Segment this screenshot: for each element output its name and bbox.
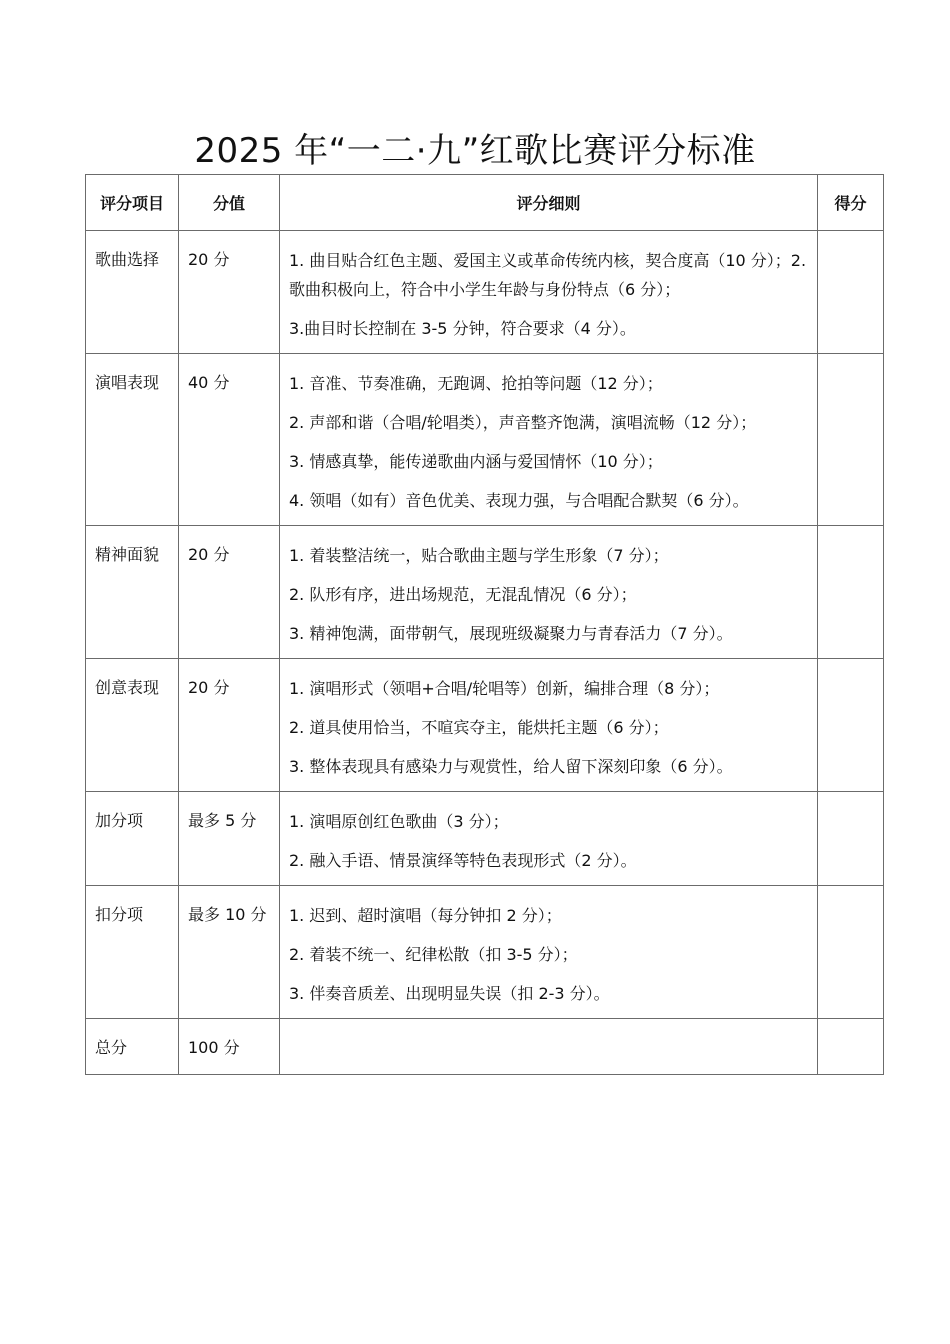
score-value: 20 分	[188, 545, 230, 564]
score-value: 40 分	[188, 373, 230, 392]
table-row	[86, 792, 884, 886]
header-item: 评分项目	[86, 175, 179, 231]
rule-item: 3. 情感真挚，能传递歌曲内涵与爱国情怀（10 分）；	[289, 452, 663, 471]
rule-item: 2. 道具使用恰当，不喧宾夺主，能烘托主题（6 分）；	[289, 718, 669, 737]
page-title: 2025 年“一二·九”红歌比赛评分标准	[194, 131, 756, 171]
total-score-cell	[179, 1019, 280, 1075]
rules-cell	[280, 354, 818, 526]
table-row	[86, 231, 884, 354]
score-cell	[179, 792, 280, 886]
header-points: 得分	[818, 175, 884, 231]
item-cell	[86, 792, 179, 886]
rule-item: 1. 音准、节奏准确，无跑调、抢拍等问题（12 分）；	[289, 374, 663, 393]
rule-item: 3. 精神饱满，面带朝气，展现班级凝聚力与青春活力（7 分）。	[289, 624, 733, 643]
table-header-row	[86, 175, 884, 231]
item-label: 演唱表现	[95, 373, 160, 392]
total-row	[86, 1019, 884, 1075]
score-value: 最多 5 分	[188, 811, 257, 830]
total-points-cell[interactable]	[818, 1019, 884, 1075]
total-score: 100 分	[188, 1038, 240, 1057]
table-row	[86, 526, 884, 659]
rule-item: 2. 队形有序，进出场规范，无混乱情况（6 分）；	[289, 585, 637, 604]
score-value: 20 分	[188, 678, 230, 697]
rule-item: 2. 着装不统一、纪律松散（扣 3-5 分）；	[289, 945, 578, 964]
total-rules-cell	[280, 1019, 818, 1075]
rule-item: 3. 整体表现具有感染力与观赏性，给人留下深刻印象（6 分）。	[289, 757, 733, 776]
item-cell	[86, 659, 179, 792]
total-label: 总分	[95, 1038, 128, 1057]
rule-item: 1. 曲目贴合红色主题、爱国主义或革命传统内核，契合度高（10 分）；2.歌曲积极向上，符合中小学生年龄与身份特点（6 分）；	[289, 251, 807, 299]
rule-item: 3. 伴奏音质差、出现明显失误（扣 2-3 分）。	[289, 984, 610, 1003]
scoring-table	[85, 174, 884, 1075]
total-label-cell	[86, 1019, 179, 1075]
rule-item: 1. 演唱原创红色歌曲（3 分）；	[289, 812, 509, 831]
rule-item: 4. 领唱（如有）音色优美、表现力强，与合唱配合默契（6 分）。	[289, 491, 749, 510]
header-rules: 评分细则	[280, 175, 818, 231]
table-row	[86, 886, 884, 1019]
points-cell[interactable]	[818, 886, 884, 1019]
score-cell	[179, 354, 280, 526]
rules-cell	[280, 526, 818, 659]
item-cell	[86, 886, 179, 1019]
points-cell[interactable]	[818, 659, 884, 792]
item-label: 加分项	[95, 811, 144, 830]
item-cell	[86, 231, 179, 354]
rules-cell	[280, 792, 818, 886]
rule-item: 1. 着装整洁统一，贴合歌曲主题与学生形象（7 分）；	[289, 546, 669, 565]
rule-item: 2. 声部和谐（合唱/轮唱类），声音整齐饱满，演唱流畅（12 分）；	[289, 413, 757, 432]
score-cell	[179, 526, 280, 659]
points-cell[interactable]	[818, 231, 884, 354]
score-value: 最多 10 分	[188, 905, 267, 924]
rule-item: 3.曲目时长控制在 3-5 分钟，符合要求（4 分）。	[289, 319, 636, 338]
item-cell	[86, 354, 179, 526]
table-row	[86, 354, 884, 526]
item-label: 扣分项	[95, 905, 144, 924]
score-cell	[179, 659, 280, 792]
header-score: 分值	[179, 175, 280, 231]
table-row	[86, 659, 884, 792]
points-cell[interactable]	[818, 792, 884, 886]
rules-cell	[280, 659, 818, 792]
score-value: 20 分	[188, 250, 230, 269]
rules-cell	[280, 231, 818, 354]
score-cell	[179, 231, 280, 354]
rule-item: 2. 融入手语、情景演绎等特色表现形式（2 分）。	[289, 851, 637, 870]
rule-item: 1. 迟到、超时演唱（每分钟扣 2 分）；	[289, 906, 562, 925]
item-label: 创意表现	[95, 678, 160, 697]
points-cell[interactable]	[818, 526, 884, 659]
item-label: 歌曲选择	[95, 250, 160, 269]
points-cell[interactable]	[818, 354, 884, 526]
item-label: 精神面貌	[95, 545, 160, 564]
rules-cell	[280, 886, 818, 1019]
item-cell	[86, 526, 179, 659]
rule-item: 1. 演唱形式（领唱+合唱/轮唱等）创新，编排合理（8 分）；	[289, 679, 720, 698]
score-cell	[179, 886, 280, 1019]
